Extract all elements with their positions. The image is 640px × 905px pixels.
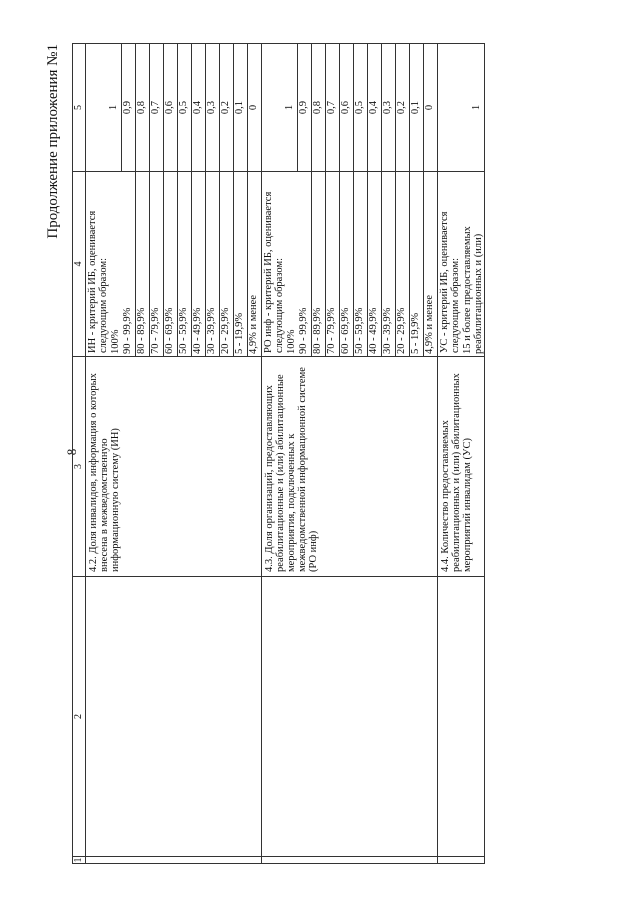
range-label: 20 - 29,9% [220,172,234,356]
score-value: 0,5 [354,44,368,171]
range-label: 50 - 59,9% [178,172,192,356]
range-label: 5 - 19,9% [410,172,424,356]
score-value: 0,3 [206,44,220,171]
score-cell [86,44,262,172]
range-label: 90 - 99,9% [298,172,312,356]
range-label: 50 - 59,9% [354,172,368,356]
range-label: 100% [286,329,297,354]
table-row [262,44,438,864]
range-label: 60 - 69,9% [340,172,354,356]
cell-col-2 [86,577,262,857]
range-label: 80 - 89,9% [312,172,326,356]
score-value: 0,6 [164,44,178,171]
range-label: 5 - 19,9% [234,172,248,356]
score-value: 1 [471,104,482,111]
header-col-4: 4 [73,172,86,357]
cell-col-2 [262,577,438,857]
page-number: 8 [64,448,79,456]
score-value: 0,7 [150,44,164,171]
header-col-3: 3 [73,357,86,577]
range-label: 60 - 69,9% [164,172,178,356]
cell-col-1 [262,857,438,864]
header-col-5: 5 [73,44,86,172]
score-value: 0,8 [136,44,150,171]
score-value: 0,1 [234,44,248,171]
score-value: 0 [424,104,435,111]
header-col-1: 1 [73,857,84,863]
range-label: 40 - 49,9% [192,172,206,356]
criteria-cell [438,172,485,357]
rotated-page [45,44,598,864]
score-value: 0,8 [312,44,326,171]
table-row [438,44,485,864]
cell-col-1 [86,857,262,864]
range-label: 15 и более предоставляемых реабилитационных и (или) [462,226,484,354]
score-value: 0,9 [122,44,136,171]
range-label: 70 - 79,9% [150,172,164,356]
appendix-title: Продолжение приложения №1 [45,44,61,239]
criteria-description: УС - критерий ИБ, оценивается следующим образом: [439,211,461,353]
indicator-cell: 4.3. Доля организаций, предоставляющих реабилитационные и (или) абилитационные мероприятия, подключенных к межведомственной информационной системе (РО инф) [262,357,438,577]
criteria-cell [262,172,438,357]
criteria-description: ИН - критерий ИБ, оценивается следующим образом: [87,210,109,353]
table-row [86,44,262,864]
criteria-table [72,43,485,864]
score-value: 0,7 [326,44,340,171]
criteria-cell [86,172,262,357]
score-cell [438,44,485,172]
score-value: 0,1 [410,44,424,171]
range-label: 90 - 99,9% [122,172,136,356]
score-value: 0,2 [396,44,410,171]
range-label: 100% [110,329,121,354]
cell-col-2 [438,577,485,857]
range-label: 20 - 29,9% [396,172,410,356]
score-value: 0 [248,104,259,111]
cell-col-1 [438,857,485,864]
header-col-2: 2 [73,577,86,857]
range-label: 70 - 79,9% [326,172,340,356]
score-value: 0,9 [298,44,312,171]
criteria-description: РО инф - критерий ИБ, оценивается следующим образом: [263,191,285,353]
header-row [73,44,86,864]
range-label: 30 - 39,9% [206,172,220,356]
score-value: 1 [108,44,122,171]
score-value: 0,4 [368,44,382,171]
score-value: 1 [284,44,298,171]
score-value: 0,2 [220,44,234,171]
indicator-cell: 4.2. Доля инвалидов, информация о которых внесена в межведомственную информационную систему (ИН) [86,357,262,577]
score-value: 0,6 [340,44,354,171]
range-label: 4,9% и менее [248,295,259,354]
score-cell [262,44,438,172]
range-label: 80 - 89,9% [136,172,150,356]
range-label: 4,9% и менее [424,295,435,354]
indicator-cell: 4.4. Количество предоставляемых реабилитационных и (или) абилитационных мероприятий инвалидам (УС) [438,357,485,577]
score-value: 0,3 [382,44,396,171]
range-label: 40 - 49,9% [368,172,382,356]
score-value: 0,5 [178,44,192,171]
range-label: 30 - 39,9% [382,172,396,356]
score-value: 0,4 [192,44,206,171]
